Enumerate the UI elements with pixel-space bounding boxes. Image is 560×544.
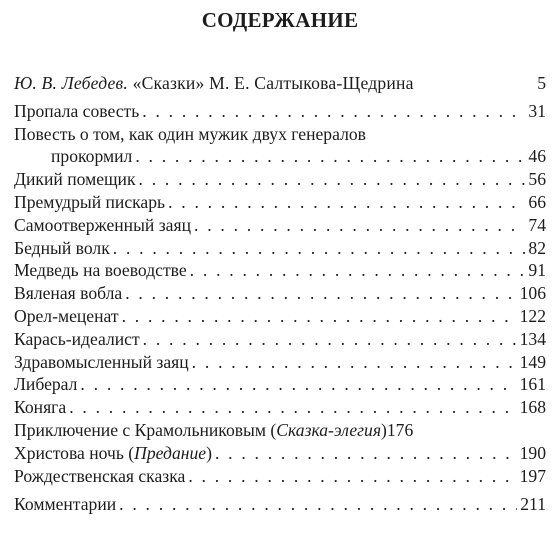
toc-entry (14, 237, 546, 260)
toc-entry-label: Приключение с Крамольниковым (Сказка-элегия) (14, 419, 387, 440)
toc-entry-title: Премудрый пискарь (14, 191, 166, 212)
toc-entry (14, 373, 546, 396)
toc-entry (14, 168, 546, 191)
toc-entry-title: Дикий помещик (14, 169, 136, 190)
toc-entry (14, 123, 546, 146)
dot-leader (135, 145, 525, 168)
toc-list (14, 72, 546, 516)
toc-entry (14, 419, 546, 442)
dot-leader (113, 237, 526, 260)
toc-entry-page: 82 (528, 237, 546, 258)
toc-entry (14, 305, 546, 328)
dot-leader (188, 465, 516, 488)
toc-entry-title: Либерал (14, 374, 78, 395)
dot-leader (143, 328, 517, 351)
toc-entry-title: «Сказки» М. Е. Салтыкова-Щедрина (132, 73, 414, 93)
toc-entry-page: 190 (519, 442, 546, 463)
toc-entry-page: 31 (528, 100, 546, 121)
toc-entry-title: Повесть о том, как один мужик двух генералов (14, 123, 366, 144)
dot-leader (190, 259, 526, 282)
toc-entry-title: Бедный волк (14, 237, 110, 258)
toc-entry-title: Медведь на воеводстве (14, 260, 187, 281)
toc-entry-title: Здравомысленный заяц (14, 351, 189, 372)
dot-leader (80, 373, 516, 396)
toc-entry (14, 100, 546, 123)
toc-entry-continuation (14, 145, 546, 168)
toc-entry-page: 46 (528, 146, 546, 167)
toc-entry-page: 122 (519, 305, 546, 326)
toc-entry-commentary (14, 493, 546, 516)
toc-entry-page: 168 (519, 397, 546, 418)
dot-leader (142, 100, 525, 123)
toc-entry-page: 56 (528, 169, 546, 190)
toc-entry-page: 176 (386, 419, 414, 440)
toc-entry-subtitle: Предание (134, 442, 207, 463)
dot-leader (122, 305, 517, 328)
toc-entry-title: Комментарии (14, 494, 117, 515)
dot-leader (125, 282, 516, 305)
dot-leader (215, 442, 517, 465)
toc-entry-author: Ю. В. Лебедев. (14, 73, 128, 93)
toc-entry-intro (14, 72, 546, 95)
toc-entry-label (14, 72, 414, 95)
toc-entry (14, 396, 546, 419)
toc-entry-page: 91 (528, 260, 546, 281)
dot-leader (139, 168, 526, 191)
toc-entry-title: Коняга (14, 397, 67, 418)
toc-entry-page: 197 (519, 465, 546, 486)
toc-entry-title: Рождественская сказка (14, 465, 186, 486)
toc-entry-page: 66 (528, 191, 546, 212)
toc-entry-title: Самоотверженный заяц (14, 214, 192, 235)
toc-entry (14, 191, 546, 214)
toc-entry-title: Приключение с Крамольниковым (14, 419, 267, 440)
toc-entry (14, 282, 546, 305)
toc-entry (14, 442, 546, 465)
page-title: СОДЕРЖАНИЕ (201, 8, 359, 32)
toc-entry-page: 211 (520, 494, 546, 515)
dot-leader (119, 493, 517, 516)
toc-entry-title: Орел-меценат (14, 305, 119, 326)
toc-entry-title: Христова ночь (14, 442, 124, 463)
toc-entry-label: Христова ночь (Предание) (14, 442, 212, 463)
toc-entry (14, 465, 546, 488)
toc-entry-page: 134 (519, 328, 546, 349)
dot-leader (192, 351, 517, 374)
dot-leader (69, 396, 516, 419)
toc-entry-page: 74 (528, 214, 546, 235)
toc-entry-subtitle: Сказка-элегия (276, 419, 381, 440)
toc-entry (14, 214, 546, 237)
toc-entry-title: прокормил (51, 146, 133, 167)
dot-leader (168, 191, 525, 214)
toc-entry-page: 149 (519, 351, 546, 372)
toc-entry-page: 5 (537, 73, 546, 93)
toc-entry-title: Пропала совесть (14, 100, 140, 121)
toc-entry (14, 351, 546, 374)
toc-entry-title: Вяленая вобла (14, 283, 123, 304)
dot-leader (194, 214, 525, 237)
toc-entry-page: 161 (519, 374, 546, 395)
toc-entry (14, 328, 546, 351)
toc-entry-page: 106 (519, 283, 546, 304)
toc-entry-title: Карась-идеалист (14, 328, 140, 349)
toc-entry (14, 259, 546, 282)
